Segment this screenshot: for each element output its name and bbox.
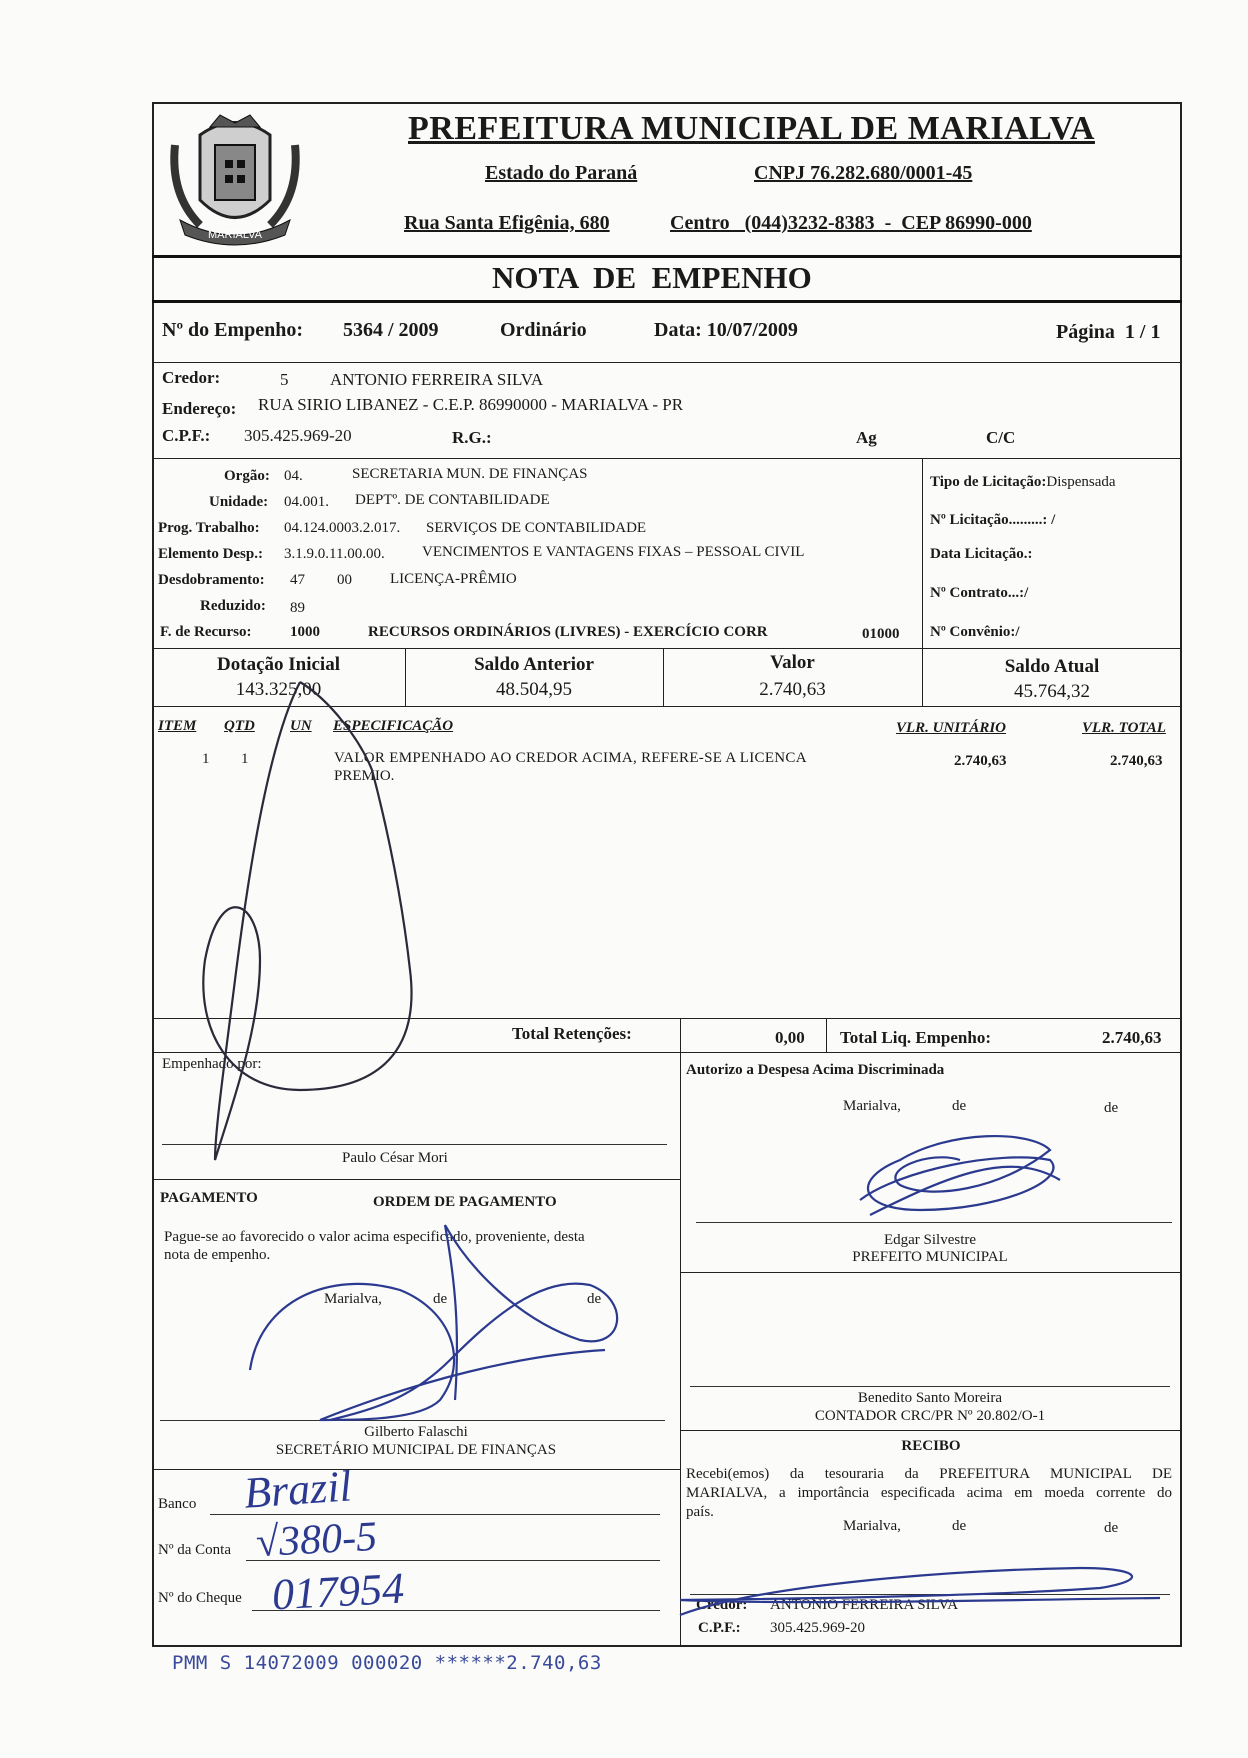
ag-label: Ag	[856, 428, 877, 447]
credor-address: RUA SIRIO LIBANEZ - C.E.P. 86990000 - MARIALVA - PR	[258, 395, 684, 414]
unidade-label: Unidade:	[209, 494, 269, 510]
col-item: ITEM	[158, 718, 197, 734]
recibo-credor-name: ANTONIO FERREIRA SILVA	[770, 1597, 959, 1613]
address-label: Rua Santa Efigênia, 680	[404, 212, 610, 234]
autorizo-de1: de	[952, 1098, 967, 1114]
recurso-name: RECURSOS ORDINÁRIOS (LIVRES) - EXERCÍCIO CORR	[368, 624, 768, 640]
payment-stamp: PMM S 14072009 000020 ******2.740,63	[172, 1652, 602, 1674]
col-total-value: VLR. TOTAL	[1082, 720, 1166, 736]
rg-label: R.G.:	[452, 428, 492, 447]
autorizo-de2: de	[1104, 1100, 1119, 1116]
recurso-label: F. de Recurso:	[160, 624, 252, 640]
col-unit-value: VLR. UNITÁRIO	[896, 720, 1007, 736]
item-number: 1	[202, 751, 210, 767]
prefeito-name: Edgar Silvestre	[883, 1232, 977, 1248]
recurso-code: 1000	[290, 624, 320, 640]
empenhado-label: Empenhado por:	[162, 1056, 262, 1072]
desdobramento-b: 00	[337, 572, 352, 588]
cheque-handwritten: 017954	[270, 1563, 406, 1620]
pagamento-place: Marialva,	[324, 1291, 382, 1307]
desdobramento-a: 47	[290, 572, 305, 588]
saldo-atual-label: Saldo Atual	[1004, 656, 1100, 677]
cheque-label: Nº do Cheque	[158, 1590, 242, 1606]
credor-code: 5	[280, 370, 289, 389]
contador-name: Benedito Santo Moreira	[857, 1390, 1003, 1406]
convenio-number: Nº Convênio:/	[930, 624, 1020, 640]
elemento-name: VENCIMENTOS E VANTAGENS FIXAS – PESSOAL CIVIL	[422, 544, 805, 560]
recibo-place: Marialva,	[843, 1518, 901, 1534]
page-title: PREFEITURA MUNICIPAL DE MARIALVA	[408, 110, 1095, 147]
prefeito-title: PREFEITO MUNICIPAL	[852, 1249, 1008, 1265]
retencoes-value: 0,00	[775, 1028, 805, 1047]
unidade-code: 04.001.	[284, 494, 329, 510]
secretario-title: SECRETÁRIO MUNICIPAL DE FINANÇAS	[275, 1442, 557, 1458]
contador-title: CONTADOR CRC/PR Nº 20.802/O-1	[814, 1408, 1046, 1424]
licitacao-number: Nº Licitação.........: /	[930, 512, 1056, 528]
cpf-label: C.P.F.:	[162, 426, 211, 445]
orgao-code: 04.	[284, 468, 303, 484]
recibo-cpf-label: C.P.F.:	[698, 1620, 741, 1636]
valor-value: 2.740,63	[759, 679, 826, 700]
valor-label: Valor	[770, 652, 815, 673]
col-spec: ESPECIFICAÇÃO	[333, 718, 454, 734]
cpf-value: 305.425.969-20	[244, 426, 352, 445]
desdobramento-name: LICENÇA-PRÊMIO	[390, 571, 517, 587]
empenho-label: Nº do Empenho:	[162, 319, 304, 341]
recurso-code2: 01000	[862, 626, 900, 642]
dotacao-label: Dotação Inicial	[217, 654, 340, 675]
pagamento-text-line2: nota de empenho.	[164, 1247, 271, 1263]
saldo-atual-value: 45.764,32	[1014, 681, 1090, 702]
pagamento-label: PAGAMENTO	[160, 1190, 258, 1206]
banco-label: Banco	[158, 1496, 197, 1512]
item-spec-line2: PREMIO.	[334, 768, 395, 784]
pagamento-de1: de	[433, 1291, 448, 1307]
item-total-value: 2.740,63	[1110, 753, 1163, 769]
autorizo-label: Autorizo a Despesa Acima Discriminada	[686, 1062, 945, 1078]
saldo-anterior-value: 48.504,95	[496, 679, 572, 700]
col-un: UN	[290, 718, 312, 734]
reduzido-label: Reduzido:	[200, 598, 266, 614]
empenho-date: Data: 10/07/2009	[654, 319, 798, 341]
prog-code: 04.124.0003.2.017.	[284, 520, 401, 536]
credor-name: ANTONIO FERREIRA SILVA	[330, 370, 544, 389]
item-unit-value: 2.740,63	[954, 753, 1007, 769]
state-label: Estado do Paraná	[485, 162, 638, 184]
conta-label: Nº da Conta	[158, 1542, 231, 1558]
orgao-name: SECRETARIA MUN. DE FINANÇAS	[352, 466, 588, 482]
recibo-de2: de	[1104, 1520, 1119, 1536]
secretario-name: Gilberto Falaschi	[364, 1424, 468, 1440]
endereco-label: Endereço:	[162, 399, 237, 418]
recibo-text-line1: Recebi(emos) da tesouraria da PREFEITURA MUNICIPAL DE	[686, 1466, 1172, 1482]
contrato-number: Nº Contrato...:/	[930, 585, 1029, 601]
empenhado-name: Paulo César Mori	[342, 1150, 448, 1166]
dotacao-value: 143.325,00	[235, 679, 322, 700]
doc-title: NOTA DE EMPENHO	[492, 260, 812, 295]
ordem-pagamento-label: ORDEM DE PAGAMENTO	[373, 1194, 557, 1210]
recibo-de1: de	[952, 1518, 967, 1534]
recibo-title: RECIBO	[901, 1438, 961, 1454]
cc-label: C/C	[986, 428, 1016, 447]
item-spec-line1: VALOR EMPENHADO AO CREDOR ACIMA, REFERE-SE A LICENCA	[334, 750, 807, 766]
phone-cep-label: Centro (044)3232-8383 - CEP 86990-000	[670, 212, 1032, 234]
col-qtd: QTD	[224, 718, 255, 734]
recibo-text-line3: país.	[686, 1504, 714, 1520]
pagamento-de2: de	[587, 1291, 602, 1307]
banco-handwritten: Brazil	[242, 1461, 354, 1518]
recibo-text-line2: MARIALVA, a importância especificada acima em moeda corrente do	[686, 1485, 1172, 1501]
empenho-number: 5364 / 2009	[343, 319, 439, 341]
pagamento-text-line1: Pague-se ao favorecido o valor acima especificado, proveniente, desta	[164, 1229, 585, 1245]
empenho-type: Ordinário	[500, 319, 587, 341]
saldo-anterior-label: Saldo Anterior	[474, 654, 594, 675]
elemento-label: Elemento Desp.:	[158, 546, 263, 562]
liq-label: Total Liq. Empenho:	[840, 1028, 991, 1047]
tipo-licitacao-label: Tipo de Licitação:Dispensada	[930, 474, 1116, 490]
elemento-code: 3.1.9.0.11.00.00.	[284, 546, 385, 562]
prog-label: Prog. Trabalho:	[158, 520, 260, 536]
credor-label: Credor:	[162, 368, 221, 387]
reduzido-value: 89	[290, 600, 305, 616]
licitacao-date: Data Licitação.:	[930, 546, 1033, 562]
orgao-label: Orgão:	[224, 468, 270, 484]
desdobramento-label: Desdobramento:	[158, 572, 265, 588]
autorizo-place: Marialva,	[843, 1098, 901, 1114]
municipal-seal	[160, 105, 310, 255]
cnpj-label: CNPJ 76.282.680/0001-45	[754, 162, 973, 184]
prog-name: SERVIÇOS DE CONTABILIDADE	[426, 520, 647, 536]
unidade-name: DEPTº. DE CONTABILIDADE	[355, 492, 550, 508]
conta-handwritten: √380-5	[254, 1513, 379, 1567]
page-number: Página 1 / 1	[1056, 321, 1161, 343]
svg-text:MARIALVA: MARIALVA	[208, 229, 262, 241]
item-qtd: 1	[241, 751, 249, 767]
recibo-cpf-value: 305.425.969-20	[770, 1620, 865, 1636]
retencoes-label: Total Retenções:	[512, 1024, 632, 1043]
recibo-credor-label: Credor:	[696, 1597, 748, 1613]
liq-value: 2.740,63	[1102, 1028, 1162, 1047]
